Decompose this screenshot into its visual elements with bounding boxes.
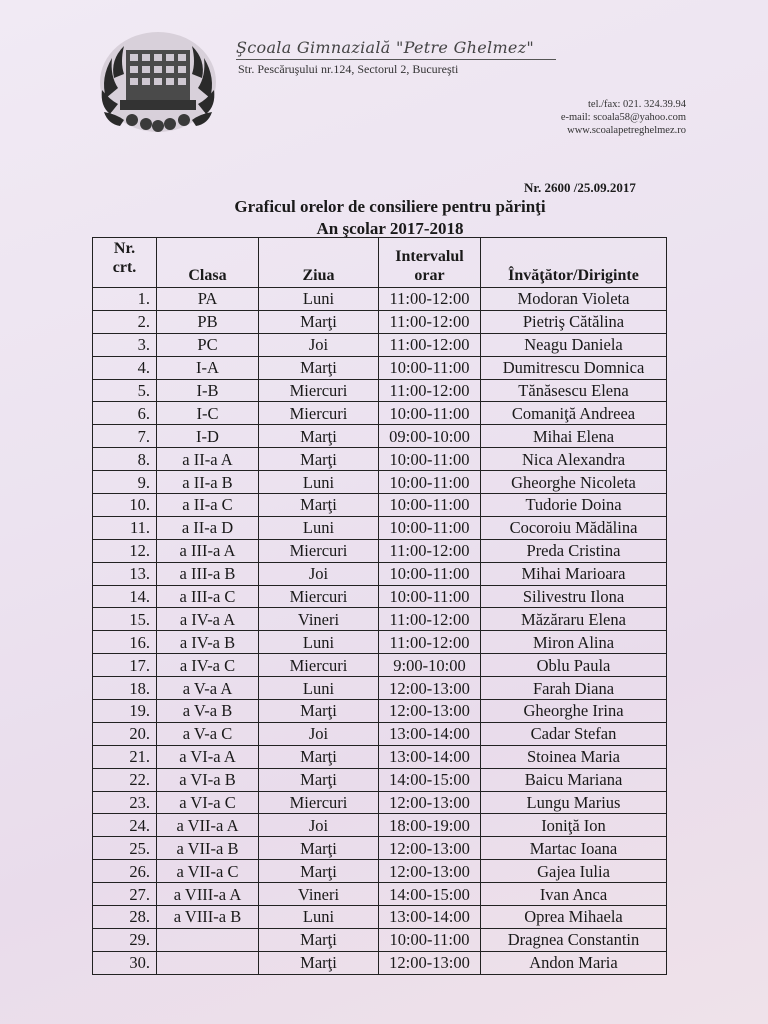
cell-ziua: Marţi (259, 310, 379, 333)
cell-interval: 10:00-11:00 (379, 448, 481, 471)
cell-clasa (157, 951, 259, 974)
cell-ziua: Luni (259, 631, 379, 654)
cell-interval: 10:00-11:00 (379, 471, 481, 494)
cell-ziua: Miercuri (259, 379, 379, 402)
cell-teacher: Ivan Anca (481, 883, 667, 906)
table-row (93, 814, 667, 837)
table-row (93, 745, 667, 768)
cell-ziua: Luni (259, 288, 379, 311)
cell-clasa: a V-a C (157, 722, 259, 745)
school-name: Şcoala Gimnazială "Petre Ghelmez" (236, 38, 556, 60)
table-row (93, 333, 667, 356)
cell-clasa: PA (157, 288, 259, 311)
header-teacher: Învăţător/Diriginte (481, 238, 667, 288)
cell-interval: 12:00-13:00 (379, 791, 481, 814)
cell-interval: 10:00-11:00 (379, 562, 481, 585)
cell-interval: 18:00-19:00 (379, 814, 481, 837)
school-address: Str. Pescăruşului nr.124, Sectorul 2, Bucureşti (238, 62, 459, 76)
table-row (93, 906, 667, 929)
cell-ziua: Joi (259, 333, 379, 356)
cell-clasa: a V-a A (157, 677, 259, 700)
table-row (93, 654, 667, 677)
contact-website: www.scoalapetreghelmez.ro (567, 125, 686, 136)
table-row (93, 448, 667, 471)
cell-clasa: a V-a B (157, 700, 259, 723)
cell-teacher: Mihai Marioara (481, 562, 667, 585)
table-row (93, 425, 667, 448)
table-row (93, 860, 667, 883)
cell-interval: 10:00-11:00 (379, 402, 481, 425)
cell-clasa: a VI-a A (157, 745, 259, 768)
cell-teacher: Neagu Daniela (481, 333, 667, 356)
cell-nr: 7. (93, 425, 157, 448)
cell-teacher: Comaniţă Andreea (481, 402, 667, 425)
cell-nr: 17. (93, 654, 157, 677)
cell-interval: 11:00-12:00 (379, 608, 481, 631)
cell-ziua: Marţi (259, 951, 379, 974)
cell-ziua: Miercuri (259, 585, 379, 608)
table-row (93, 494, 667, 517)
cell-nr: 4. (93, 356, 157, 379)
table-row (93, 562, 667, 585)
contact-email: e-mail: scoala58@yahoo.com (560, 112, 686, 123)
cell-ziua: Marţi (259, 700, 379, 723)
cell-nr: 1. (93, 288, 157, 311)
cell-clasa: a VI-a B (157, 768, 259, 791)
cell-clasa: a VII-a A (157, 814, 259, 837)
cell-ziua: Marţi (259, 448, 379, 471)
cell-nr: 2. (93, 310, 157, 333)
cell-clasa: a VII-a B (157, 837, 259, 860)
table-row (93, 700, 667, 723)
cell-nr: 15. (93, 608, 157, 631)
cell-nr: 18. (93, 677, 157, 700)
document-ref-number: Nr. 2600 /25.09.2017 (524, 180, 636, 195)
cell-nr: 14. (93, 585, 157, 608)
table-row (93, 539, 667, 562)
cell-nr: 11. (93, 516, 157, 539)
cell-ziua: Marţi (259, 494, 379, 517)
cell-clasa: a VIII-a B (157, 906, 259, 929)
cell-teacher: Preda Cristina (481, 539, 667, 562)
cell-teacher: Farah Diana (481, 677, 667, 700)
cell-teacher: Oprea Mihaela (481, 906, 667, 929)
cell-clasa: a VI-a C (157, 791, 259, 814)
document-title: Graficul orelor de consiliere pentru părinţi (234, 197, 546, 216)
cell-ziua: Luni (259, 906, 379, 929)
cell-nr: 9. (93, 471, 157, 494)
schedule-table (92, 237, 667, 975)
cell-nr: 6. (93, 402, 157, 425)
cell-ziua: Marţi (259, 837, 379, 860)
cell-interval: 13:00-14:00 (379, 745, 481, 768)
cell-clasa: a IV-a A (157, 608, 259, 631)
table-row (93, 608, 667, 631)
cell-teacher: Dumitrescu Domnica (481, 356, 667, 379)
school-logo-icon (96, 28, 220, 136)
cell-clasa: I-C (157, 402, 259, 425)
cell-clasa: a III-a A (157, 539, 259, 562)
cell-nr: 23. (93, 791, 157, 814)
cell-teacher: Tudorie Doina (481, 494, 667, 517)
cell-teacher: Oblu Paula (481, 654, 667, 677)
cell-teacher: Silivestru Ilona (481, 585, 667, 608)
table-row (93, 288, 667, 311)
cell-interval: 12:00-13:00 (379, 860, 481, 883)
cell-interval: 10:00-11:00 (379, 494, 481, 517)
cell-clasa: a II-a B (157, 471, 259, 494)
cell-nr: 27. (93, 883, 157, 906)
cell-ziua: Marţi (259, 745, 379, 768)
cell-nr: 13. (93, 562, 157, 585)
cell-nr: 10. (93, 494, 157, 517)
cell-interval: 09:00-10:00 (379, 425, 481, 448)
cell-nr: 20. (93, 722, 157, 745)
table-row (93, 928, 667, 951)
cell-ziua: Luni (259, 677, 379, 700)
cell-interval: 11:00-12:00 (379, 379, 481, 402)
cell-nr: 26. (93, 860, 157, 883)
cell-nr: 22. (93, 768, 157, 791)
header-clasa: Clasa (157, 238, 259, 288)
cell-teacher: Baicu Mariana (481, 768, 667, 791)
cell-ziua: Marţi (259, 768, 379, 791)
cell-nr: 5. (93, 379, 157, 402)
table-row (93, 791, 667, 814)
table-row (93, 585, 667, 608)
cell-ziua: Miercuri (259, 402, 379, 425)
cell-nr: 25. (93, 837, 157, 860)
cell-ziua: Joi (259, 562, 379, 585)
cell-teacher: Nica Alexandra (481, 448, 667, 471)
header-interval (379, 238, 481, 288)
cell-nr: 12. (93, 539, 157, 562)
table-header-row (93, 238, 667, 288)
cell-nr: 8. (93, 448, 157, 471)
cell-ziua: Miercuri (259, 654, 379, 677)
cell-teacher: Tănăsescu Elena (481, 379, 667, 402)
cell-ziua: Vineri (259, 883, 379, 906)
cell-clasa: a II-a D (157, 516, 259, 539)
table-row (93, 883, 667, 906)
cell-interval: 11:00-12:00 (379, 539, 481, 562)
cell-nr: 21. (93, 745, 157, 768)
cell-clasa: a II-a C (157, 494, 259, 517)
cell-nr: 3. (93, 333, 157, 356)
table-row (93, 516, 667, 539)
table-row (93, 310, 667, 333)
cell-interval: 12:00-13:00 (379, 951, 481, 974)
cell-teacher: Cadar Stefan (481, 722, 667, 745)
cell-teacher: Pietriş Cătălina (481, 310, 667, 333)
table-row (93, 402, 667, 425)
table-row (93, 471, 667, 494)
cell-interval: 10:00-11:00 (379, 516, 481, 539)
cell-ziua: Marţi (259, 356, 379, 379)
header-nr-line1: Nr. (113, 240, 136, 257)
cell-interval: 11:00-12:00 (379, 310, 481, 333)
cell-interval: 14:00-15:00 (379, 883, 481, 906)
cell-nr: 28. (93, 906, 157, 929)
cell-teacher: Dragnea Constantin (481, 928, 667, 951)
cell-teacher: Lungu Marius (481, 791, 667, 814)
cell-interval: 14:00-15:00 (379, 768, 481, 791)
cell-ziua: Joi (259, 722, 379, 745)
cell-clasa: I-A (157, 356, 259, 379)
cell-clasa: a II-a A (157, 448, 259, 471)
cell-ziua: Vineri (259, 608, 379, 631)
cell-interval: 11:00-12:00 (379, 288, 481, 311)
cell-clasa: PC (157, 333, 259, 356)
cell-clasa: a VIII-a A (157, 883, 259, 906)
cell-ziua: Miercuri (259, 791, 379, 814)
cell-interval: 11:00-12:00 (379, 631, 481, 654)
cell-ziua: Marţi (259, 860, 379, 883)
cell-teacher: Cocoroiu Mădălina (481, 516, 667, 539)
table-row (93, 677, 667, 700)
cell-teacher: Martac Ioana (481, 837, 667, 860)
contact-phone: tel./fax: 021. 324.39.94 (588, 99, 686, 110)
cell-teacher: Gheorghe Nicoleta (481, 471, 667, 494)
cell-interval: 13:00-14:00 (379, 722, 481, 745)
cell-nr: 30. (93, 951, 157, 974)
cell-interval: 10:00-11:00 (379, 585, 481, 608)
cell-interval: 10:00-11:00 (379, 928, 481, 951)
table-row (93, 631, 667, 654)
cell-nr: 16. (93, 631, 157, 654)
header-nr (93, 238, 157, 288)
table-row (93, 837, 667, 860)
cell-interval: 12:00-13:00 (379, 837, 481, 860)
cell-interval: 13:00-14:00 (379, 906, 481, 929)
cell-interval: 10:00-11:00 (379, 356, 481, 379)
cell-teacher: Ioniţă Ion (481, 814, 667, 837)
cell-teacher: Mihai Elena (481, 425, 667, 448)
cell-ziua: Marţi (259, 928, 379, 951)
table-row (93, 356, 667, 379)
table-row (93, 379, 667, 402)
table-row (93, 722, 667, 745)
cell-clasa: a IV-a C (157, 654, 259, 677)
cell-ziua: Miercuri (259, 539, 379, 562)
cell-clasa: a III-a B (157, 562, 259, 585)
table-row (93, 768, 667, 791)
cell-clasa: a III-a C (157, 585, 259, 608)
cell-interval: 11:00-12:00 (379, 333, 481, 356)
cell-clasa: a IV-a B (157, 631, 259, 654)
header-ziua: Ziua (259, 238, 379, 288)
cell-nr: 19. (93, 700, 157, 723)
cell-teacher: Gheorghe Irina (481, 700, 667, 723)
cell-ziua: Joi (259, 814, 379, 837)
contact-block (561, 98, 686, 137)
cell-interval: 12:00-13:00 (379, 700, 481, 723)
cell-teacher: Stoinea Maria (481, 745, 667, 768)
cell-teacher: Măzăraru Elena (481, 608, 667, 631)
cell-ziua: Luni (259, 516, 379, 539)
cell-ziua: Luni (259, 471, 379, 494)
cell-teacher: Andon Maria (481, 951, 667, 974)
cell-interval: 12:00-13:00 (379, 677, 481, 700)
cell-nr: 29. (93, 928, 157, 951)
cell-teacher: Modoran Violeta (481, 288, 667, 311)
document-subtitle: An şcolar 2017-2018 (316, 219, 464, 238)
header-interval-line2: orar (414, 267, 445, 284)
cell-interval: 9:00-10:00 (379, 654, 481, 677)
cell-nr: 24. (93, 814, 157, 837)
cell-teacher: Miron Alina (481, 631, 667, 654)
cell-clasa: a VII-a C (157, 860, 259, 883)
cell-ziua: Marţi (259, 425, 379, 448)
cell-clasa: I-B (157, 379, 259, 402)
cell-clasa: I-D (157, 425, 259, 448)
header-nr-line2: crt. (112, 259, 137, 276)
cell-clasa: PB (157, 310, 259, 333)
header-interval-line1: Intervalul (395, 248, 464, 265)
cell-clasa (157, 928, 259, 951)
table-row (93, 951, 667, 974)
cell-teacher: Gajea Iulia (481, 860, 667, 883)
